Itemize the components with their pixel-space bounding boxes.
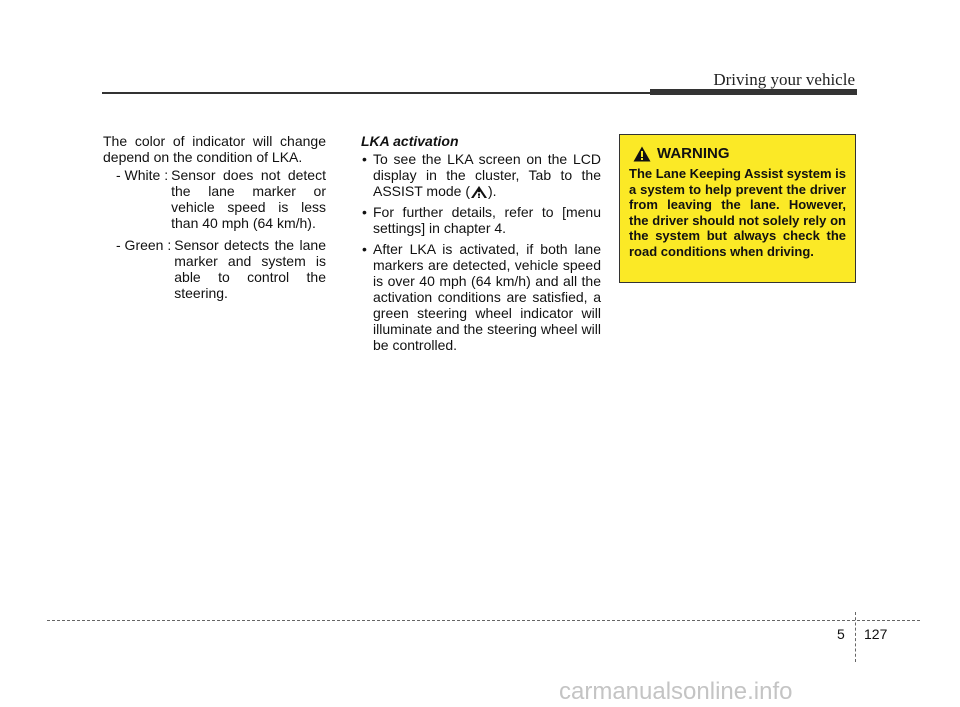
warning-header: [629, 145, 846, 162]
lka-bullet-1-text: To see the LKA screen on the LCD display in the cluster, Tab to the ASSIST mode (: [373, 151, 601, 199]
indicator-white-desc: Sensor does not detect the lane marker or vehicle speed is less than 40 mph (64 km/h).: [171, 167, 326, 231]
warning-box: [619, 134, 856, 283]
header-line: [102, 92, 650, 94]
lka-bullet-1-end: ).: [488, 183, 497, 199]
lka-bullet-1: [361, 151, 601, 199]
lka-lane-icon: [470, 185, 488, 199]
indicator-white-item: [103, 167, 326, 231]
header-bar: [650, 89, 857, 95]
middle-column: [361, 133, 601, 358]
lka-activation-list: [361, 151, 601, 353]
lka-bullet-3: [361, 241, 601, 353]
indicator-green-desc: Sensor detects the lane marker and system is able to control the steering.: [174, 237, 326, 301]
lka-bullet-3-text: After LKA is activated, if both lane markers are detected, vehicle speed is over 40 mph (64 km/h) and all the activation conditions are satisfied, a green steering wheel indicator will illuminate and the steering wheel will be controlled.: [373, 241, 601, 354]
warning-title: WARNING: [657, 145, 730, 162]
indicator-intro: The color of indicator will change depend on the condition of LKA.: [103, 133, 326, 165]
left-column: [103, 133, 326, 307]
lka-activation-title: LKA activation: [361, 133, 459, 149]
page-number: 127: [864, 626, 888, 642]
watermark: carmanualsonline.info: [559, 678, 793, 705]
lka-bullet-2-text: For further details, refer to [menu settings] in chapter 4.: [373, 204, 601, 237]
indicator-white-term: - White :: [116, 167, 169, 183]
chapter-number: 5: [837, 626, 845, 642]
indicator-green-term: - Green :: [116, 237, 172, 253]
warning-triangle-icon: [633, 146, 651, 162]
footer-separator: [855, 612, 856, 662]
header-title: Driving your vehicle: [713, 70, 855, 89]
footer-line: [47, 620, 920, 621]
indicator-green-item: [103, 237, 326, 301]
warning-text: The Lane Keeping Assist system is a system to help prevent the driver from leaving the lane. However, the driver should not solely rely on the system but always check the road conditions when driving.: [629, 166, 846, 259]
lka-bullet-2: [361, 204, 601, 236]
indicator-color-list: [103, 167, 326, 301]
